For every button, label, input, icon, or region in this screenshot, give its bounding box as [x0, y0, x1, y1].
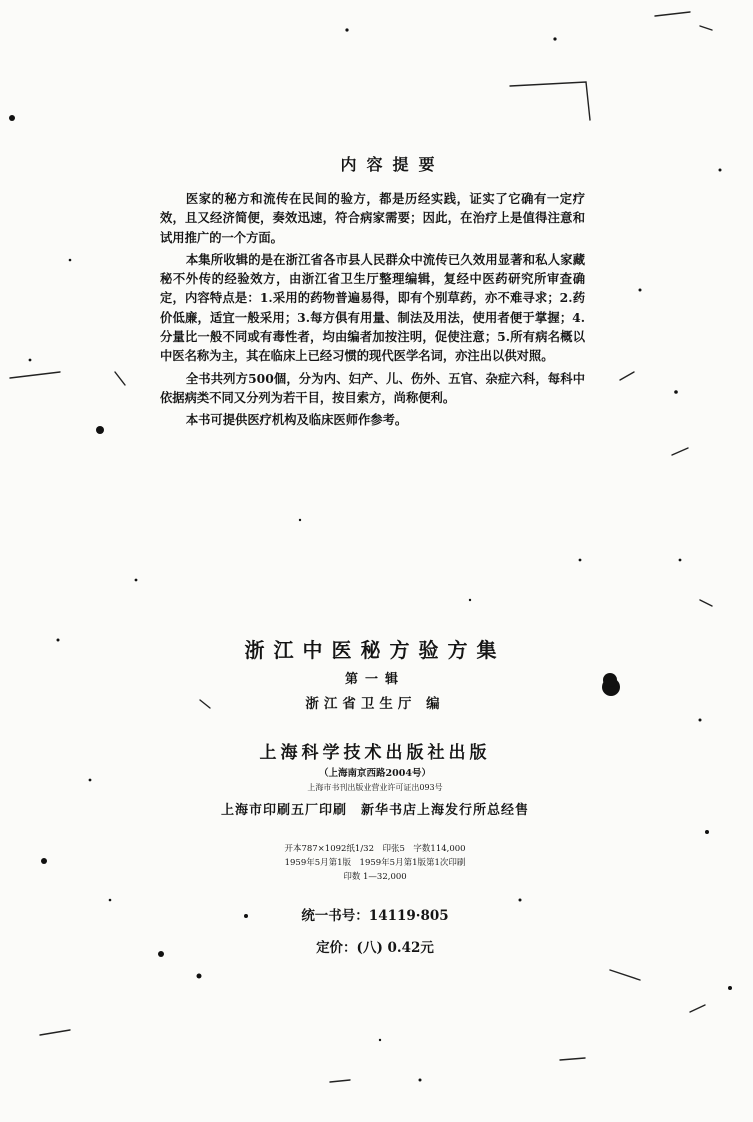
summary-paragraph: 本集所收辑的是在浙江省各市县人民群众中流传已久效用显著和私人家藏秘不外传的经验效方，由浙江省卫生厅整理编辑，复经中医药研究所审查确定，内容特点是：1.采用的药物普遍易得，即有个别草药，亦不难寻求；2.药价低廉，适宜一般采用；3.每方俱有用量、制法及用法，使用者便于掌握；4.分量比一般不同或有毒性者，均由编者加按注明，促使注意；5.所有病名概以中医名称为主，其在临床上已经习惯的现代医学名词，亦注出以供对照。	[160, 251, 585, 364]
summary-paragraph: 本书可提供医疗机构及临床医师作参考。	[185, 412, 408, 428]
spec-print-run: 印数 1—32,000	[343, 872, 407, 882]
summary-title: 内容提要	[340, 155, 445, 174]
unified-book-number: 统一书号：14119·805	[301, 908, 449, 924]
print-specs	[140, 842, 610, 884]
volume-label: 第一辑	[344, 672, 405, 687]
summary-section	[160, 152, 585, 433]
colophon	[140, 634, 610, 956]
book-title: 浙江中医秘方验方集	[244, 638, 506, 662]
summary-paragraph: 全书共列方500個，分为内、妇产、儿、伤外、五官、杂症六科，每科中依据病类不同又分列为若干目，按目索方，尚称便利。	[160, 370, 585, 405]
spec-edition: 1959年5月第1版 1959年5月第1版第1次印刷	[284, 858, 466, 868]
spec-format: 开本787×1092纸1/32 印张5 字数114,000	[284, 844, 466, 854]
printer-distributor: 上海市印刷五厂印刷 新华书店上海发行所总经售	[220, 803, 529, 818]
summary-paragraph: 医家的秘方和流传在民间的验方，都是历经实践，证实了它确有一定疗效，且又经济简便，奏效迅速，符合病家需要；因此，在治疗上是值得注意和试用推广的一个方面。	[160, 191, 585, 245]
price: 定价：(八) 0.42元	[316, 940, 434, 956]
business-permit: 上海市书刊出版业营业许可证出093号	[307, 783, 443, 792]
publisher-address: （上海南京西路2004号）	[319, 768, 431, 779]
editor-credit: 浙江省卫生厅 编	[305, 696, 445, 712]
publisher-name: 上海科学技术出版社出版	[259, 743, 491, 763]
